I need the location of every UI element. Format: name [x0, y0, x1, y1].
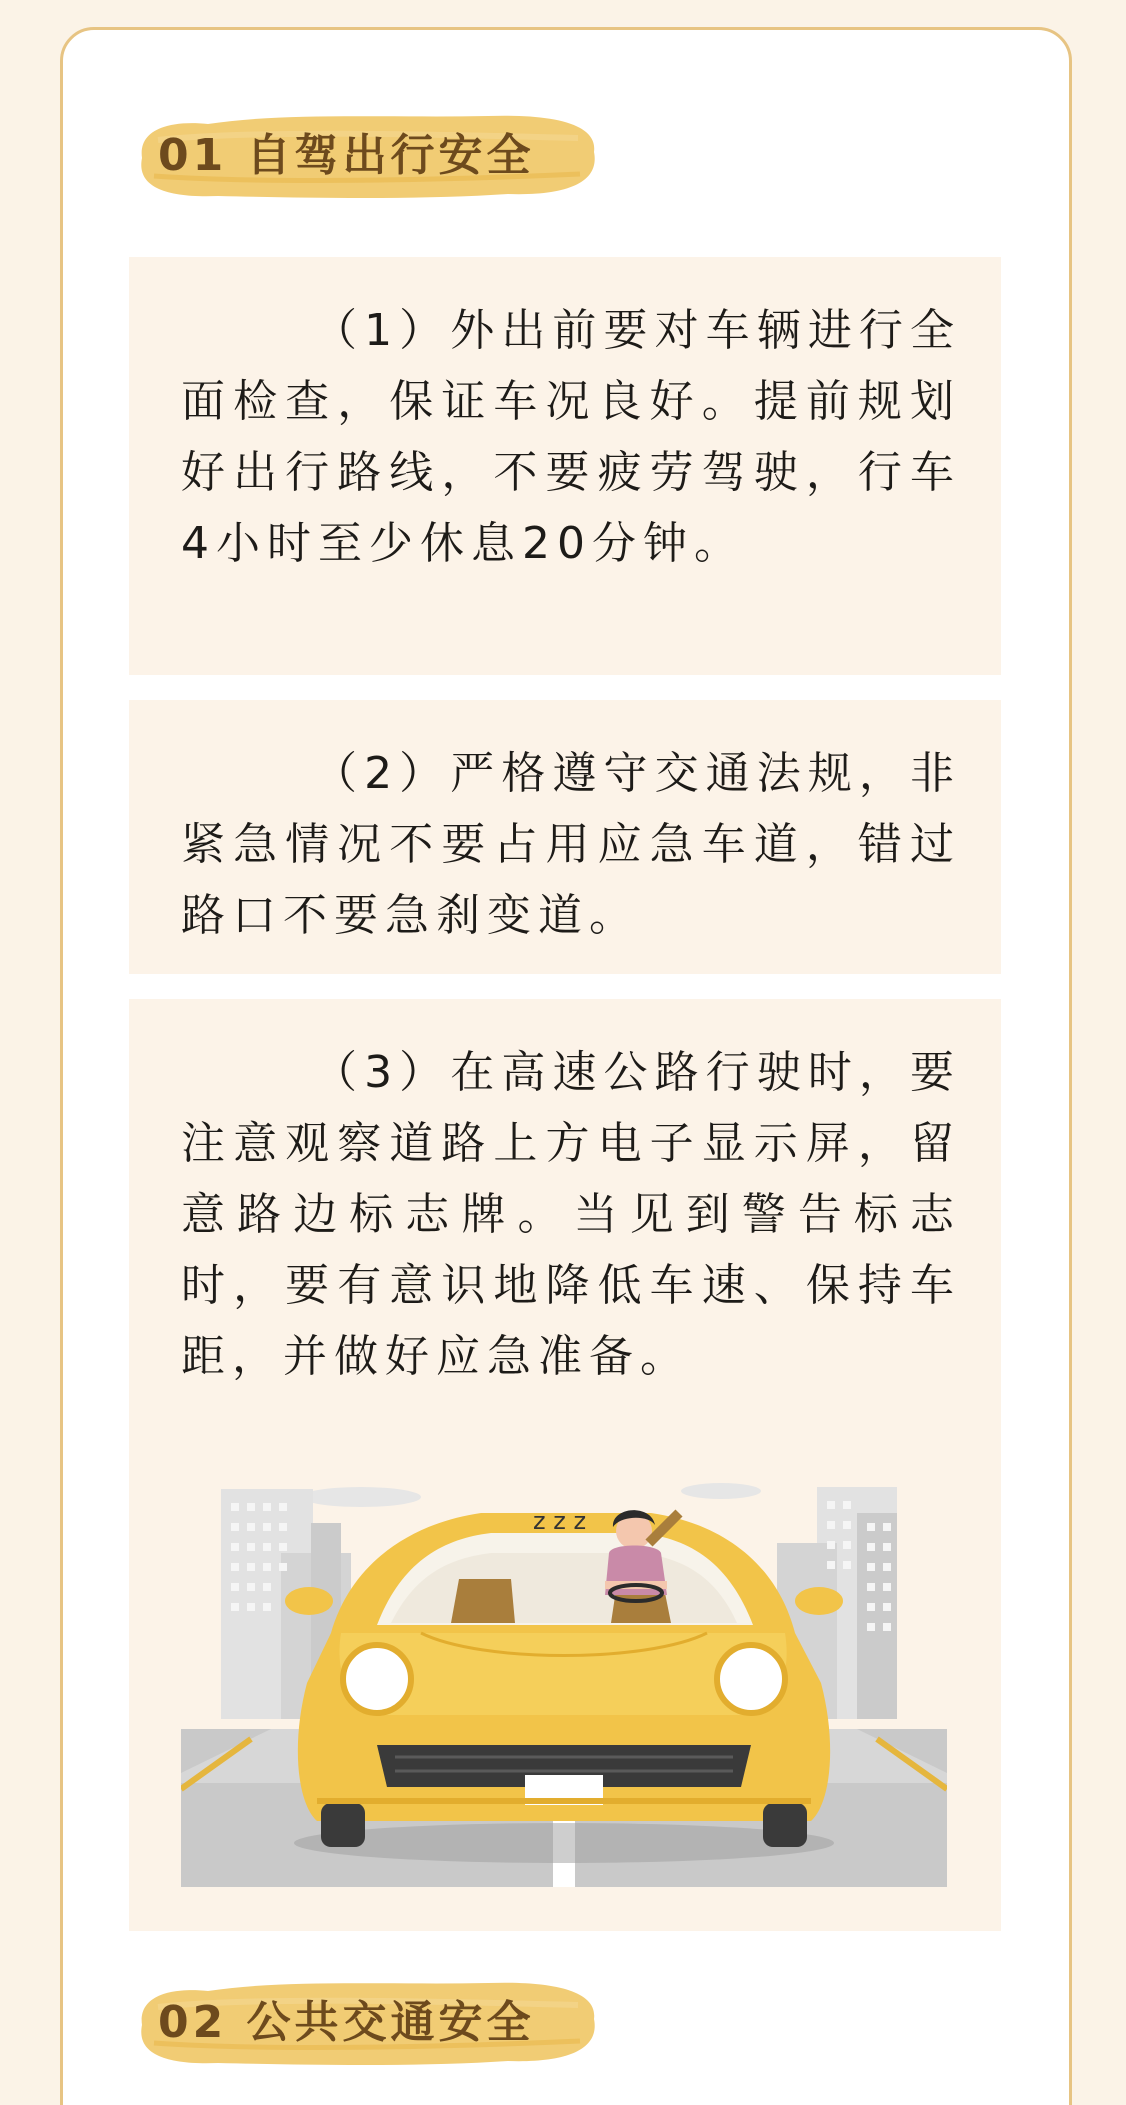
tip-text: （2）严格遵守交通法规，非紧急情况不要占用应急车道，错过路口不要急刹变道。 [181, 748, 961, 941]
cloud-icon [681, 1483, 761, 1499]
sleep-mark: z z z [533, 1507, 587, 1535]
headlight-icon [717, 1645, 785, 1713]
section-title: 02 公共交通安全 [158, 1997, 535, 2048]
tip-text: （3）在高速公路行驶时，要注意观察道路上方电子显示屏，留意路边标志牌。当见到警告标志时，要有意识地降低车速、保持车距，并做好应急准备。 [181, 1047, 961, 1382]
cloud-icon [301, 1487, 421, 1507]
section-tag-01 [128, 100, 608, 212]
tip-card [129, 257, 1001, 675]
sleepy-driver-car-illustration [181, 1483, 947, 1887]
section-tag-02 [128, 1967, 608, 2079]
tip-text: （1）外出前要对车辆进行全面检查，保证车况良好。提前规划好出行路线，不要疲劳驾驶，行车4小时至少休息20分钟。 [181, 305, 961, 569]
tip-card [129, 700, 1001, 974]
tip-card [129, 999, 1001, 1931]
section-title: 01 自驾出行安全 [158, 130, 535, 181]
headlight-icon [343, 1645, 411, 1713]
